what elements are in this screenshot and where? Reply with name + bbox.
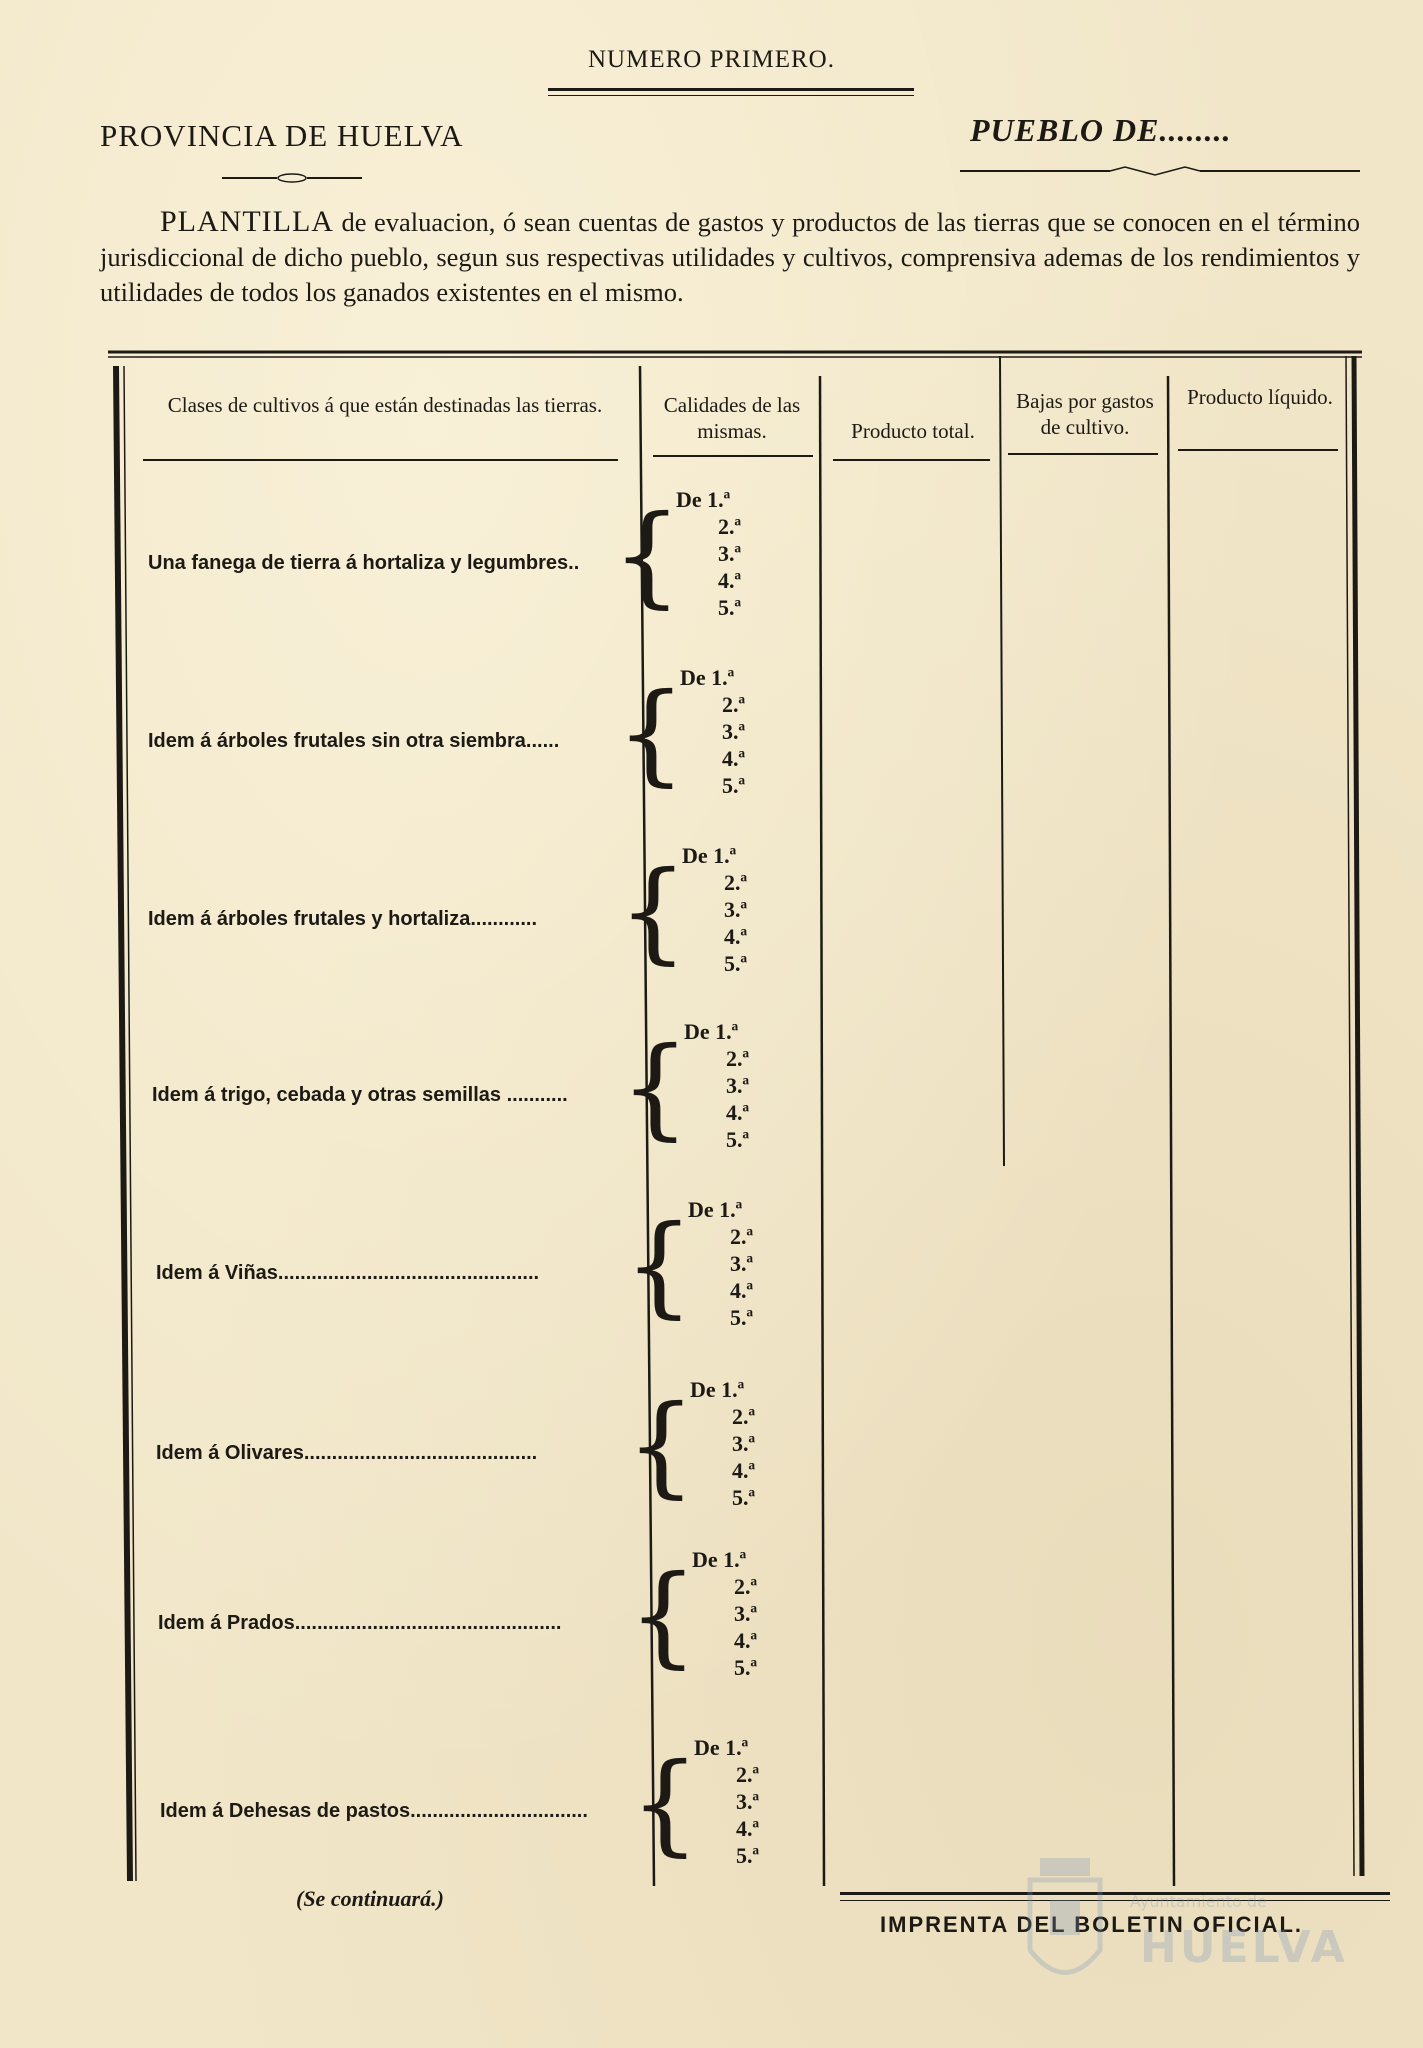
quality-item: De 1.ª — [692, 1547, 747, 1572]
quality-item: 3.ª — [736, 1789, 760, 1814]
watermark-text: HUELVA — [1140, 1922, 1348, 1973]
quality-item: 2.ª — [718, 514, 742, 539]
table-top-border — [108, 346, 1362, 356]
header-bajas: Bajas por gastos de cultivo. — [1016, 389, 1154, 439]
quality-item: 2.ª — [724, 870, 748, 895]
row-label: Idem á Olivares.......................................... — [156, 1442, 538, 1464]
header-qualities: Calidades de las mismas. — [663, 393, 801, 443]
intro-lead: PLANTILLA — [160, 205, 334, 238]
quality-item: 4.ª — [732, 1458, 756, 1483]
row-brace: { — [618, 847, 688, 975]
row-label: Idem á Prados................................................ — [158, 1612, 562, 1634]
quality-item: 4.ª — [718, 568, 742, 593]
row-brace: { — [626, 1381, 696, 1509]
row-label: Idem á árboles frutales sin otra siembra...... — [148, 730, 560, 752]
quality-item: 3.ª — [734, 1601, 758, 1626]
row-label: Idem á Dehesas de pastos................................ — [160, 1800, 588, 1822]
quality-list — [680, 664, 745, 799]
row-brace: { — [616, 669, 686, 797]
heading-rule — [548, 88, 914, 96]
quality-item: 3.ª — [732, 1431, 756, 1456]
quality-list — [676, 486, 741, 621]
archive-watermark — [1010, 1850, 1370, 2030]
header-classes: Clases de cultivos á que están destinadas las tierras. — [167, 393, 603, 417]
quality-item: De 1.ª — [684, 1019, 739, 1044]
quality-item: 2.ª — [722, 692, 746, 717]
row-brace: { — [620, 1023, 690, 1151]
quality-list — [684, 1018, 749, 1153]
intro-paragraph — [100, 204, 1360, 310]
quality-item: 2.ª — [730, 1224, 754, 1249]
coat-of-arms-icon — [1010, 1850, 1120, 2000]
quality-item: 2.ª — [734, 1574, 758, 1599]
quality-item: 3.ª — [722, 719, 746, 744]
watermark-subtext: Ayuntamiento de — [1130, 1892, 1267, 1911]
header-liquido: Producto líquido. — [1187, 385, 1333, 409]
quality-item: 4.ª — [736, 1816, 760, 1841]
row-label: Idem á árboles frutales y hortaliza............ — [148, 908, 538, 930]
intro-text: de evaluacion, ó sean cuentas de gastos y productos de las tierras que se conocen en el término jurisdiccional de dicho pueblo, segun sus respectivas utilidades y cultivos, comprensiva ademas de los rendimientos y utilidades de todos los ganados existentes en el mismo. — [100, 207, 1360, 307]
quality-item: 4.ª — [724, 924, 748, 949]
quality-item: 5.ª — [736, 1843, 760, 1868]
row-label: Idem á trigo, cebada y otras semillas ........... — [152, 1084, 568, 1106]
pueblo-ornament — [960, 164, 1360, 176]
quality-list — [682, 842, 747, 977]
quality-item: De 1.ª — [690, 1377, 745, 1402]
row-brace: { — [630, 1739, 700, 1867]
quality-item: De 1.ª — [682, 843, 737, 868]
continued-note: (Se continuará.) — [296, 1886, 444, 1911]
quality-item: De 1.ª — [688, 1197, 743, 1222]
row-label: Una fanega de tierra á hortaliza y legumbres.. — [148, 552, 580, 574]
quality-item: 2.ª — [736, 1762, 760, 1787]
number-heading: NUMERO PRIMERO. — [588, 46, 835, 73]
quality-item: 4.ª — [730, 1278, 754, 1303]
quality-item: De 1.ª — [676, 487, 731, 512]
quality-item: 2.ª — [732, 1404, 756, 1429]
quality-item: De 1.ª — [680, 665, 735, 690]
quality-item: 5.ª — [734, 1655, 758, 1680]
pueblo-title: PUEBLO DE........ — [970, 112, 1232, 148]
quality-item: 5.ª — [730, 1305, 754, 1330]
quality-item: 3.ª — [724, 897, 748, 922]
quality-list — [688, 1196, 753, 1331]
quality-item: De 1.ª — [694, 1735, 749, 1760]
header-total: Producto total. — [851, 419, 975, 443]
quality-list — [690, 1376, 755, 1511]
printer-imprint: IMPRENTA DEL BOLETIN OFICIAL. — [880, 1912, 1304, 1937]
quality-item: 5.ª — [732, 1485, 756, 1510]
quality-item: 5.ª — [726, 1127, 750, 1152]
quality-item: 5.ª — [722, 773, 746, 798]
row-label: Idem á Viñas............................................... — [156, 1262, 540, 1284]
quality-item: 2.ª — [726, 1046, 750, 1071]
quality-item: 5.ª — [718, 595, 742, 620]
quality-item: 4.ª — [722, 746, 746, 771]
quality-list — [692, 1546, 757, 1681]
province-ornament — [222, 170, 362, 180]
row-brace: { — [628, 1551, 698, 1679]
row-brace: { — [624, 1201, 694, 1329]
province-title: PROVINCIA DE HUELVA — [100, 118, 464, 153]
row-brace: { — [612, 491, 682, 619]
quality-item: 5.ª — [724, 951, 748, 976]
quality-item: 4.ª — [726, 1100, 750, 1125]
quality-item: 3.ª — [726, 1073, 750, 1098]
quality-item: 3.ª — [730, 1251, 754, 1276]
quality-item: 4.ª — [734, 1628, 758, 1653]
quality-list — [694, 1734, 759, 1869]
quality-item: 3.ª — [718, 541, 742, 566]
